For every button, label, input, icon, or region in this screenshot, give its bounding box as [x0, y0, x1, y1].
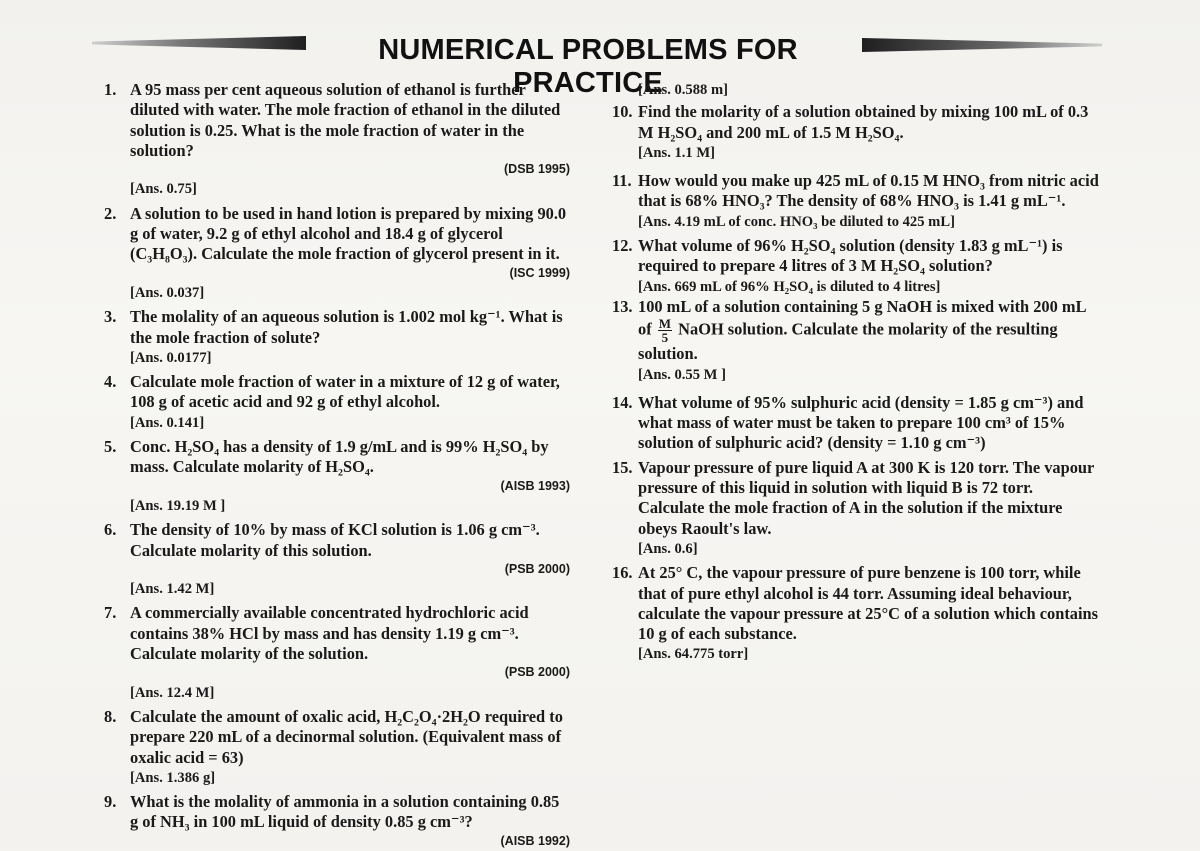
- header-decorative-bar-right: [862, 38, 1102, 52]
- problem-11: [600, 171, 1100, 232]
- problem-text: Calculate the amount of oxalic acid, H₂C₂O₄·2H₂O required to prepare 220 mL of a decinormal solution. (Equivalent mass of oxalic acid = 63): [130, 706, 563, 767]
- problem-number: 12.: [612, 236, 633, 256]
- problem-9: [92, 792, 570, 851]
- answer: [Ans. 0.141]: [130, 414, 205, 431]
- source-tag: (ISC 1999): [509, 265, 570, 280]
- problem-number: 7.: [104, 603, 117, 623]
- problem-text: A solution to be used in hand lotion is prepared by mixing 90.0 g of water, 9.2 g of ethyl alcohol and 18.4 g of glycerol (C₃H₈O₃). Calculate the mole fraction of glycerol present in it.: [130, 203, 567, 264]
- problem-4: [92, 372, 570, 433]
- source-tag: (AISB 1993): [500, 478, 570, 493]
- problem-text: At 25° C, the vapour pressure of pure benzene is 100 torr, while that of pure ethyl alcohol is 44 torr. Assuming ideal behaviour, calculate the vapour pressure at 25°C of a solution which contains 10 g of each substance.: [638, 563, 1099, 644]
- problem-text: [638, 297, 1100, 365]
- problem-number: 9.: [104, 792, 117, 812]
- problem-number: 1.: [104, 80, 117, 99]
- problem-number: 8.: [104, 706, 117, 726]
- problem-number: 5.: [104, 437, 117, 457]
- source-tag: (PSB 2000): [504, 561, 570, 576]
- problem-number: 15.: [612, 457, 633, 477]
- problem-3: [92, 307, 570, 368]
- problem-number: 2.: [104, 203, 117, 223]
- problem-12: [600, 236, 1100, 297]
- problem-14: [600, 393, 1100, 454]
- problem-2: [92, 204, 570, 303]
- problem-number: 16.: [612, 563, 633, 583]
- problem-text: What volume of 95% sulphuric acid (density = 1.85 g cm⁻³) and what mass of water must be taken to prepare 100 cm³ of 15% solution of sulphuric acid? (density = 1.10 g cm⁻³): [638, 392, 1084, 453]
- left-column: [92, 80, 570, 851]
- answer: [Ans. 0.588 m]: [638, 82, 728, 98]
- answer: [Ans. 0.037]: [130, 284, 205, 301]
- right-column: [600, 80, 1100, 665]
- problem-text: A 95 mass per cent aqueous solution of ethanol is further diluted with water. The mole fraction of ethanol in the diluted solution is 0.25. What is the mole fraction of water in the solution?: [130, 80, 561, 160]
- problem-number: 10.: [612, 102, 633, 122]
- problem-5: [92, 437, 570, 516]
- problem-text-part-b: NaOH solution. Calculate the molarity of the resulting solution.: [638, 319, 1058, 364]
- fraction: [658, 317, 672, 344]
- fraction-denominator: 5: [661, 330, 669, 346]
- answer: [Ans. 1.42 M]: [130, 581, 215, 598]
- answer: [Ans. 0.6]: [638, 540, 698, 557]
- problem-8: [92, 707, 570, 788]
- problem-10: [600, 102, 1100, 163]
- problem-text: A commercially available concentrated hydrochloric acid contains 38% HCl by mass and has density 1.19 g cm⁻³. Calculate molarity of the solution.: [130, 603, 529, 664]
- problem-9-answer: [600, 80, 1100, 100]
- answer: [Ans. 12.4 M]: [130, 684, 215, 701]
- problem-text: The density of 10% by mass of KCl solution is 1.06 g cm⁻³. Calculate molarity of this solution.: [130, 520, 540, 560]
- problem-text: Conc. H₂SO₄ has a density of 1.9 g/mL and is 99% H₂SO₄ by mass. Calculate molarity of H₂SO₄.: [130, 437, 549, 477]
- source-tag: (DSB 1995): [504, 162, 570, 177]
- page-title: NUMERICAL PROBLEMS FOR PRACTICE: [378, 34, 798, 99]
- problem-number: 13.: [612, 296, 633, 316]
- problem-number: 4.: [104, 372, 117, 392]
- answer: [Ans. 0.55 M ]: [638, 366, 726, 383]
- answer: [Ans. 0.75]: [130, 181, 197, 198]
- answer: [Ans. 1.1 M]: [638, 144, 716, 161]
- problem-number: 3.: [104, 307, 117, 327]
- source-tag: (AISB 1992): [500, 833, 570, 848]
- problem-16: [600, 563, 1100, 664]
- problem-text: How would you make up 425 mL of 0.15 M HNO₃ from nitric acid that is 68% HNO₃? The density of 68% HNO₃ is 1.41 g mL⁻¹.: [638, 171, 1099, 211]
- problem-13: [600, 297, 1100, 385]
- answer: [Ans. 669 mL of 96% H₂SO₄ is diluted to 4 litres]: [638, 278, 941, 295]
- problem-number: 14.: [612, 392, 633, 412]
- source-tag: (PSB 2000): [504, 665, 570, 680]
- answer: [Ans. 4.19 mL of conc. HNO₃ be diluted to 425 mL]: [638, 213, 955, 230]
- answer: [Ans. 1.386 g]: [130, 769, 216, 786]
- answer: [Ans. 0.0177]: [130, 349, 212, 366]
- problem-text: Calculate mole fraction of water in a mixture of 12 g of water, 108 g of acetic acid and 92 g of ethyl alcohol.: [130, 372, 560, 412]
- fraction-numerator: M: [658, 316, 672, 332]
- problem-number: 6.: [104, 520, 117, 540]
- problem-number: 11.: [612, 171, 632, 191]
- problem-text: What is the molality of ammonia in a solution containing 0.85 g of NH₃ in 100 mL liquid of density 0.85 g cm⁻³?: [130, 792, 560, 832]
- problem-text: Find the molarity of a solution obtained by mixing 100 mL of 0.3 M H₂SO₄ and 200 mL of 1.5 M H₂SO₄.: [638, 102, 1089, 142]
- answer: [Ans. 64.775 torr]: [638, 646, 749, 663]
- problem-6: [92, 520, 570, 599]
- header-decorative-bar-left: [92, 36, 306, 50]
- problem-7: [92, 603, 570, 702]
- answer: [Ans. 19.19 M ]: [130, 497, 226, 514]
- problem-text: What volume of 96% H₂SO₄ solution (density 1.83 g mL⁻¹) is required to prepare 4 litres of 3 M H₂SO₄ solution?: [638, 236, 1063, 276]
- problem-text: The molality of an aqueous solution is 1.002 mol kg⁻¹. What is the mole fraction of solute?: [130, 307, 563, 347]
- problem-text: Vapour pressure of pure liquid A at 300 K is 120 torr. The vapour pressure of this liquid in solution with liquid B is 72 torr. Calculate the mole fraction of A in the solution if the mixture obeys Raoult's law.: [638, 457, 1094, 538]
- problem-text-part-a: 100 mL of a solution containing 5 g NaOH is mixed with 200 mL of: [638, 296, 1086, 339]
- problem-15: [600, 458, 1100, 559]
- problem-1: [92, 80, 570, 200]
